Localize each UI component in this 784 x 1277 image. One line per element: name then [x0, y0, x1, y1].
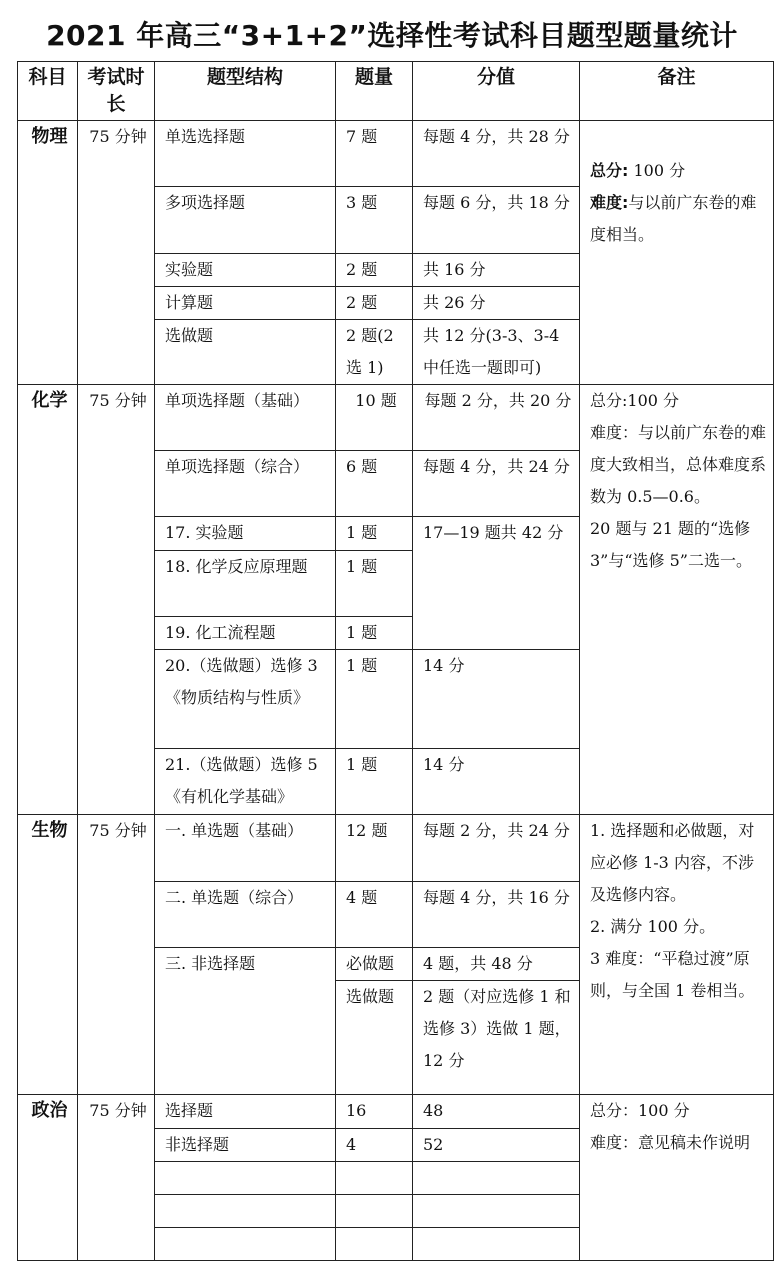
question-count: 1 题 — [336, 517, 413, 550]
question-count: 6 题 — [336, 451, 413, 517]
empty-cell — [155, 1194, 336, 1227]
question-type: 19. 化工流程题 — [155, 616, 336, 649]
question-type: 一. 单选题（基础） — [155, 815, 336, 881]
question-type: 多项选择题 — [155, 187, 336, 253]
question-score: 48 — [413, 1095, 580, 1128]
question-count: 选做题 — [336, 981, 413, 1095]
question-score: 2 题（对应选修 1 和选修 3）选做 1 题，12 分 — [413, 981, 580, 1095]
question-type: 17. 实验题 — [155, 517, 336, 550]
question-score: 每题 6 分，共 18 分 — [413, 187, 580, 253]
table-row — [18, 815, 774, 881]
table-row — [18, 385, 774, 451]
question-score-merged: 17—19 题共 42 分 — [413, 517, 580, 649]
question-score: 每题 4 分，共 16 分 — [413, 881, 580, 947]
empty-cell — [413, 1227, 580, 1260]
subject-biology: 生物 — [18, 815, 78, 1095]
note-total-value: 100 分 — [628, 161, 686, 181]
note-difficulty-label: 难度: — [590, 193, 629, 213]
empty-cell — [413, 1194, 580, 1227]
note-total-label: 总分: — [590, 161, 629, 181]
empty-cell — [336, 1161, 413, 1194]
table-row — [18, 1095, 774, 1128]
exam-statistics-table — [17, 61, 774, 1261]
question-score: 每题 4 分，共 28 分 — [413, 121, 580, 187]
question-type: 二. 单选题（综合） — [155, 881, 336, 947]
duration-politics: 75 分钟 — [78, 1095, 155, 1261]
question-type: 选择题 — [155, 1095, 336, 1128]
table-row — [18, 121, 774, 187]
header-count: 题量 — [336, 62, 413, 121]
question-score: 4 题，共 48 分 — [413, 947, 580, 980]
question-count: 1 题 — [336, 649, 413, 748]
question-type: 18. 化学反应原理题 — [155, 550, 336, 616]
question-score: 每题 4 分，共 24 分 — [413, 451, 580, 517]
question-score: 52 — [413, 1128, 580, 1161]
duration-chemistry: 75 分钟 — [78, 385, 155, 815]
question-score: 共 16 分 — [413, 253, 580, 286]
question-count: 4 — [336, 1128, 413, 1161]
question-type: 三. 非选择题 — [155, 947, 336, 1094]
empty-cell — [413, 1161, 580, 1194]
header-row — [18, 62, 774, 121]
question-type: 非选择题 — [155, 1128, 336, 1161]
question-count: 12 题 — [336, 815, 413, 881]
question-count: 10 题 — [336, 385, 413, 451]
note-difficulty-value: 与以前广东卷的难度相当。 — [590, 193, 757, 245]
note-politics: 总分：100 分 难度：意见稿未作说明 — [580, 1095, 774, 1261]
question-type: 21.（选做题）选修 5《有机化学基础》 — [155, 749, 336, 815]
question-count: 2 题 — [336, 253, 413, 286]
question-count: 1 题 — [336, 550, 413, 616]
note-physics — [580, 121, 774, 385]
empty-cell — [336, 1194, 413, 1227]
question-score: 14 分 — [413, 649, 580, 748]
subject-physics: 物理 — [18, 121, 78, 385]
header-duration: 考试时长 — [78, 62, 155, 121]
question-type: 实验题 — [155, 253, 336, 286]
header-note: 备注 — [580, 62, 774, 121]
question-score: 每题 2 分，共 20 分 — [413, 385, 580, 451]
question-type: 单项选择题（综合） — [155, 451, 336, 517]
question-type: 20.（选做题）选修 3《物质结构与性质》 — [155, 649, 336, 748]
question-score: 共 12 分(3-3、3-4 中任选一题即可) — [413, 319, 580, 384]
header-structure: 题型结构 — [155, 62, 336, 121]
question-count: 必做题 — [336, 947, 413, 980]
header-subject: 科目 — [18, 62, 78, 121]
question-count: 7 题 — [336, 121, 413, 187]
question-count: 1 题 — [336, 749, 413, 815]
page-title: 2021 年高三“3+1+2”选择性考试科目题型题量统计 — [46, 19, 738, 52]
empty-cell — [155, 1227, 336, 1260]
header-score: 分值 — [413, 62, 580, 121]
question-score: 14 分 — [413, 749, 580, 815]
question-count: 2 题 — [336, 286, 413, 319]
question-count: 1 题 — [336, 616, 413, 649]
empty-cell — [336, 1227, 413, 1260]
question-count: 2 题(2 选 1) — [336, 319, 413, 384]
question-type: 选做题 — [155, 319, 336, 384]
note-biology: 1. 选择题和必做题，对应必修 1-3 内容，不涉及选修内容。 2. 满分 100 分。 3 难度：“平稳过渡”原则，与全国 1 卷相当。 — [580, 815, 774, 1095]
question-type: 单选选择题 — [155, 121, 336, 187]
note-chemistry: 总分:100 分 难度：与以前广东卷的难度大致相当，总体难度系数为 0.5—0.6。 20 题与 21 题的“选修 3”与“选修 5”二选一。 — [580, 385, 774, 815]
empty-cell — [155, 1161, 336, 1194]
question-type: 单项选择题（基础） — [155, 385, 336, 451]
question-count: 4 题 — [336, 881, 413, 947]
question-type: 计算题 — [155, 286, 336, 319]
question-count: 3 题 — [336, 187, 413, 253]
duration-biology: 75 分钟 — [78, 815, 155, 1095]
subject-chemistry: 化学 — [18, 385, 78, 815]
duration-physics: 75 分钟 — [78, 121, 155, 385]
question-score: 共 26 分 — [413, 286, 580, 319]
question-score: 每题 2 分，共 24 分 — [413, 815, 580, 881]
subject-politics: 政治 — [18, 1095, 78, 1261]
question-count: 16 — [336, 1095, 413, 1128]
